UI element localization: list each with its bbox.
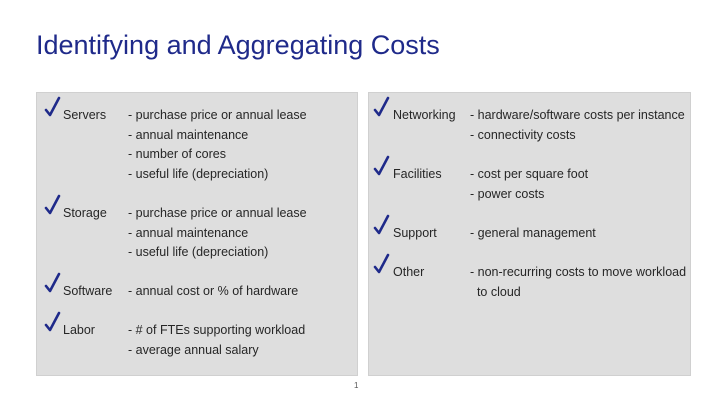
cost-item-details (470, 263, 686, 302)
right-cost-panel (368, 92, 691, 376)
detail-line: - annual maintenance (128, 225, 249, 240)
cost-item-label: Networking (393, 108, 456, 122)
detail-line: - annual maintenance (128, 127, 249, 142)
cost-item-details (128, 321, 305, 360)
cost-item-details (470, 106, 685, 145)
detail-line: - cost per square foot (470, 167, 589, 181)
cost-item-label: Software (63, 284, 113, 298)
cost-item-details (470, 165, 588, 204)
detail-line: - general management (470, 226, 596, 240)
detail-line: - non-recurring costs to move workload (470, 265, 687, 279)
detail-line: - hardware/software costs per instance (470, 108, 685, 122)
checkmark-icon (44, 311, 61, 333)
detail-line: - purchase price or annual lease (128, 206, 307, 220)
checkmark-icon (44, 272, 61, 294)
checkmark-icon (44, 96, 61, 118)
cost-item-label: Support (393, 226, 437, 240)
cost-item-details (128, 282, 298, 302)
detail-line: - useful life (depreciation) (128, 245, 269, 259)
cost-item-details (128, 204, 307, 263)
checkmark-icon (44, 194, 61, 216)
cost-item-label: Servers (63, 108, 107, 122)
checkmark-icon (373, 214, 390, 236)
detail-line: - annual cost or % of hardware (128, 284, 299, 298)
left-cost-panel (36, 92, 358, 376)
cost-item-label: Storage (63, 206, 107, 220)
detail-line: - average annual salary (128, 342, 259, 357)
detail-line: to cloud (470, 284, 521, 299)
cost-item-label: Other (393, 265, 425, 279)
detail-line: - connectivity costs (470, 127, 576, 142)
slide-title: Identifying and Aggregating Costs (36, 30, 440, 60)
detail-line: - # of FTEs supporting workload (128, 323, 306, 337)
detail-line: - power costs (470, 186, 545, 201)
detail-line: - purchase price or annual lease (128, 108, 307, 122)
cost-item-details (128, 106, 307, 184)
detail-line: - number of cores (128, 147, 226, 161)
checkmark-icon (373, 253, 390, 275)
checkmark-icon (373, 96, 390, 118)
checkmark-icon (373, 155, 390, 177)
cost-item-details (470, 224, 596, 244)
detail-line: - useful life (depreciation) (128, 166, 269, 181)
cost-item-label: Facilities (393, 167, 442, 181)
page-number: 1 (354, 381, 359, 390)
cost-item-label: Labor (63, 323, 95, 337)
